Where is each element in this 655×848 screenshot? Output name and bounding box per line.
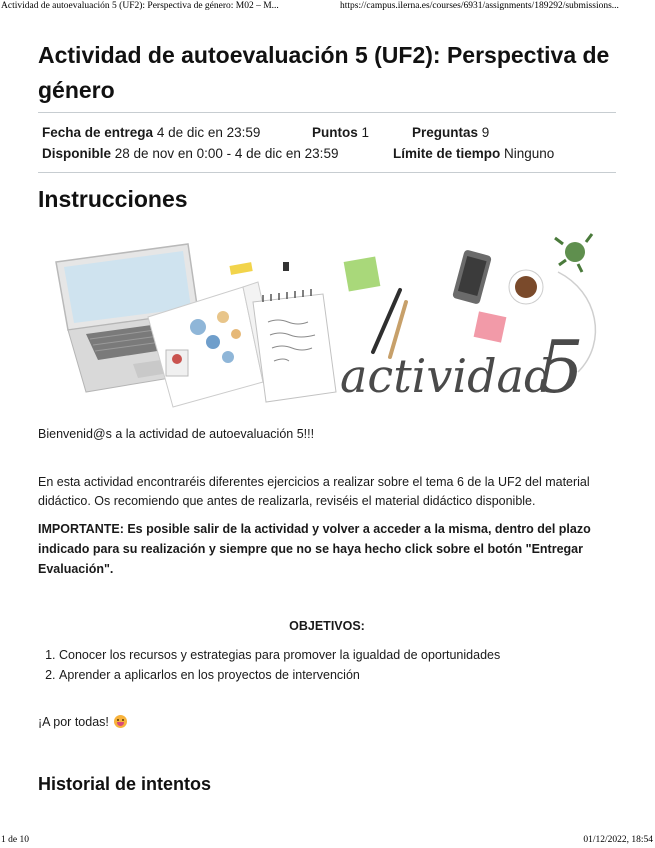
attempt-history-heading: Historial de intentos	[38, 774, 212, 794]
available-label: Disponible	[42, 146, 112, 161]
description-text: En esta actividad encontraréis diferentes ejercicios a realizar sobre el tema 6 de la UF2 del material didáctico. Os recomiendo que antes de realizarla, reviséis el material didáctico disponible.	[38, 475, 590, 508]
time-limit	[393, 143, 554, 164]
green-sticky-note-icon	[344, 256, 381, 291]
quiz-details-row-1	[42, 122, 616, 143]
questions-value: 9	[481, 125, 490, 140]
questions-label: Preguntas	[412, 125, 479, 140]
points	[312, 122, 369, 143]
sticky-tabs-icon	[229, 262, 252, 275]
due-date-value: 4 de dic en 23:59	[156, 125, 261, 140]
page-counter: 1 de 10	[1, 835, 29, 845]
print-date: 01/12/2022, 18:54	[583, 835, 653, 845]
intro-text: Bienvenid@s a la actividad de autoevaluación 5!!!	[38, 427, 315, 441]
notepad-icon	[253, 289, 336, 402]
closing-text: ¡A por todas!	[38, 715, 109, 729]
objectives-list	[38, 645, 500, 685]
print-header-title: Actividad de autoevaluación 5 (UF2): Perspectiva de género: M02 – M...	[1, 1, 279, 11]
smiley-emoji-icon	[114, 715, 127, 728]
objectives-title: OBJETIVOS:	[289, 619, 365, 633]
points-label: Puntos	[312, 125, 358, 140]
phone-icon	[452, 249, 492, 305]
banner-number: 5	[538, 325, 584, 409]
closing-line	[38, 713, 618, 732]
pink-sticky-note-icon	[474, 311, 507, 342]
important-notice: IMPORTANTE: Es posible salir de la actividad y volver a acceder a la misma, dentro del plazo indicado para su realización y siempre que no se haya hecho click sobre el botón "Entregar Evaluación".	[38, 522, 591, 576]
quiz-details	[38, 112, 616, 173]
clip-icon	[283, 262, 289, 271]
objective-item: 1. Conocer los recursos y estrategias para promover la igualdad de oportunidades	[59, 645, 500, 665]
time-limit-value: Ninguno	[504, 146, 555, 161]
banner-text: actividad	[340, 349, 554, 403]
due-date-label: Fecha de entrega	[42, 125, 154, 140]
due-date	[42, 122, 260, 143]
print-header	[0, 0, 655, 14]
print-header-url: https://campus.ilerna.es/courses/6931/assignments/189292/submissions...	[340, 1, 619, 11]
points-value: 1	[361, 125, 370, 140]
coffee-cup-icon	[509, 270, 543, 304]
time-limit-label: Límite de tiempo	[393, 146, 501, 161]
questions	[412, 122, 489, 143]
instructions-heading: Instrucciones	[38, 186, 188, 212]
objective-item: 2. Aprender a aplicarlos en los proyectos de intervención	[59, 665, 500, 685]
quiz-details-row-2	[42, 143, 616, 164]
available-value: 28 de nov en 0:00 - 4 de dic en 23:59	[114, 146, 339, 161]
plant-icon	[555, 234, 592, 272]
page-title: Actividad de autoevaluación 5 (UF2): Perspectiva de género	[38, 42, 610, 103]
available	[42, 143, 338, 164]
print-footer	[0, 835, 655, 847]
activity-banner-image	[38, 232, 618, 412]
